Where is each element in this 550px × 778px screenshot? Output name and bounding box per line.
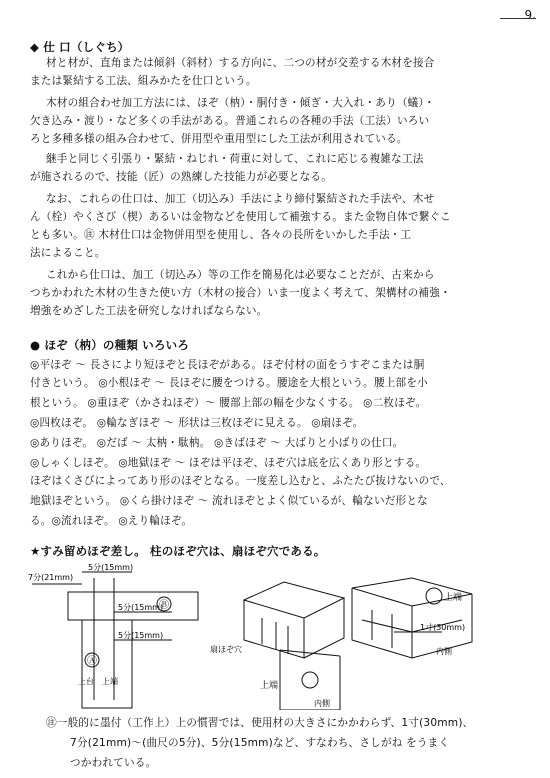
joinery-figure bbox=[22, 560, 532, 710]
footnote-line: ㊟一般的に墨付（工作上）上の慣習では、使用材の大きさにかかわらず、1寸(30mm)、 bbox=[46, 717, 474, 729]
footnote-line: つかわれている。 bbox=[70, 757, 157, 769]
list-line: ◎しゃくしほぞ。 ◎地獄ほぞ ～ ほぞは平ほぞ、ほぞ穴は底を広くあり形とする。 bbox=[30, 457, 427, 469]
label-koudai: 上台 bbox=[78, 677, 94, 686]
paragraph-line: または緊結する工法、組みかたを仕口という。 bbox=[30, 75, 257, 87]
list-line: 根という。 ◎重ほぞ（かさねほぞ）～ 腰部上部の幅を少なくする。 ◎二枚ほぞ。 bbox=[30, 397, 427, 409]
list-line: ◎ありほぞ。 ◎だば ～ 太枘・駄枘。 ◎きばほぞ ～ 大ばりと小ばりの仕口。 bbox=[30, 437, 404, 449]
paragraph-line: なお、これらの仕口は、加工（切込み）手法により締付緊結された手法や、木せ bbox=[46, 193, 435, 205]
label-uwaba: 上端 bbox=[102, 677, 118, 686]
paragraph-line: ろと多種多様の組み合わせて、併用型や重用型にした工法が利用されている。 bbox=[30, 133, 408, 145]
page-number-rule bbox=[500, 18, 536, 19]
label-a: Ⓐ bbox=[87, 656, 97, 667]
list-line: ◎四枚ほぞ。 ◎輪なぎほぞ ～ 形状は三枚ほぞに見える。 ◎扇ほぞ。 bbox=[30, 417, 364, 429]
label-uchigawa: 内側 bbox=[314, 699, 330, 708]
paragraph-line: 増強をめざした工法を研究しなければならない。 bbox=[30, 305, 268, 317]
list-line: ほぞはくさびによってあり形のほぞとなる。一度差し込むと、ふたたび抜けないので、 bbox=[30, 475, 451, 487]
dim-7bu-label: 7分(21mm) bbox=[28, 573, 74, 582]
footnote-line: 7分(21mm)～(曲尺の5分)、5分(15mm)など、すなわち、さしがね をうまく bbox=[70, 737, 450, 749]
label-uwaba-2: 上端 bbox=[260, 681, 279, 691]
paragraph-line: 欠き込み・渡り・など多くの手法がある。普通これらの各種の手法（工法）いろい bbox=[30, 115, 430, 127]
dim-1sun-label: 1寸(30mm) bbox=[420, 623, 466, 632]
dim-5bu-mid-label: 5分(15mm) bbox=[118, 603, 164, 612]
label-b: Ⓑ bbox=[159, 600, 169, 611]
paragraph-line: これから仕口は、加工（切込み）等の工作を簡易化は必要なことだが、古来から bbox=[46, 269, 435, 281]
paragraph-line: ん（栓）やくさび（楔）あるいは金物などを使用して補強する。また金物自体で繋ぐこ bbox=[30, 211, 451, 223]
paragraph-line: とも多い。㊟ 木材仕口は金物併用型を使用し、各々の長所をいかした手法・工 bbox=[30, 229, 412, 241]
paragraph-line: つちかわれた木材の生きた使い方（木材の接合）いま一度よく考えて、架構材の補強・ bbox=[30, 287, 451, 299]
page-number: 9. bbox=[524, 8, 536, 22]
dim-5bu-top-label: 5分(15mm) bbox=[88, 563, 134, 572]
list-line: 地獄ほぞという。 ◎くら掛けほぞ ～ 流れほぞとよく似ているが、輪ないだ形とな bbox=[30, 495, 428, 507]
list-line: 付きという。 ◎小根ほぞ ～ 長ほぞに腰をつける。腰途を大根という。腰上部を小 bbox=[30, 377, 428, 389]
paragraph-line: 木材の組合わせ加工方法には、ほぞ（枘）・胴付き・傾ぎ・大入れ・あり（蟻）・ bbox=[46, 97, 435, 109]
paragraph-line: 材と材が、直角または傾斜（斜材）する方向に、二つの材が交差する木材を接合 bbox=[46, 57, 435, 69]
figure-caption: ★すみ留めほぞ差し。 柱のほぞ穴は、扇ほぞ穴である。 bbox=[30, 544, 326, 558]
list-line: ◎平ほぞ ～ 長さにより短ほぞと長ほぞがある。ほぞ付材の面をうすぞこまたは胴 bbox=[30, 359, 425, 371]
list-line: る。◎流れほぞ。 ◎えり輪ほぞ。 bbox=[30, 515, 193, 527]
paragraph-line: 継手と同じく引張り・緊結・ねじれ・荷重に対して、これに応じる複雑な工法 bbox=[46, 153, 424, 165]
section-heading-shiguchi: ◆ 仕 口（しぐち） bbox=[30, 40, 130, 54]
label-uwaba-3: 上端 bbox=[444, 593, 463, 603]
dim-5bu-low-label: 5分(15mm) bbox=[118, 631, 164, 640]
section-heading-hozo-types: ● ほぞ（枘）の種類 いろいろ bbox=[30, 338, 190, 352]
paragraph-line: が施されるので、技能（匠）の熟練した技能力が必要となる。 bbox=[30, 171, 333, 183]
label-uchigawa-2: 内側 bbox=[436, 647, 452, 656]
paragraph-line: 法によること。 bbox=[30, 247, 106, 259]
label-ougi-hozoana: 扇ほぞ穴 bbox=[210, 645, 242, 654]
